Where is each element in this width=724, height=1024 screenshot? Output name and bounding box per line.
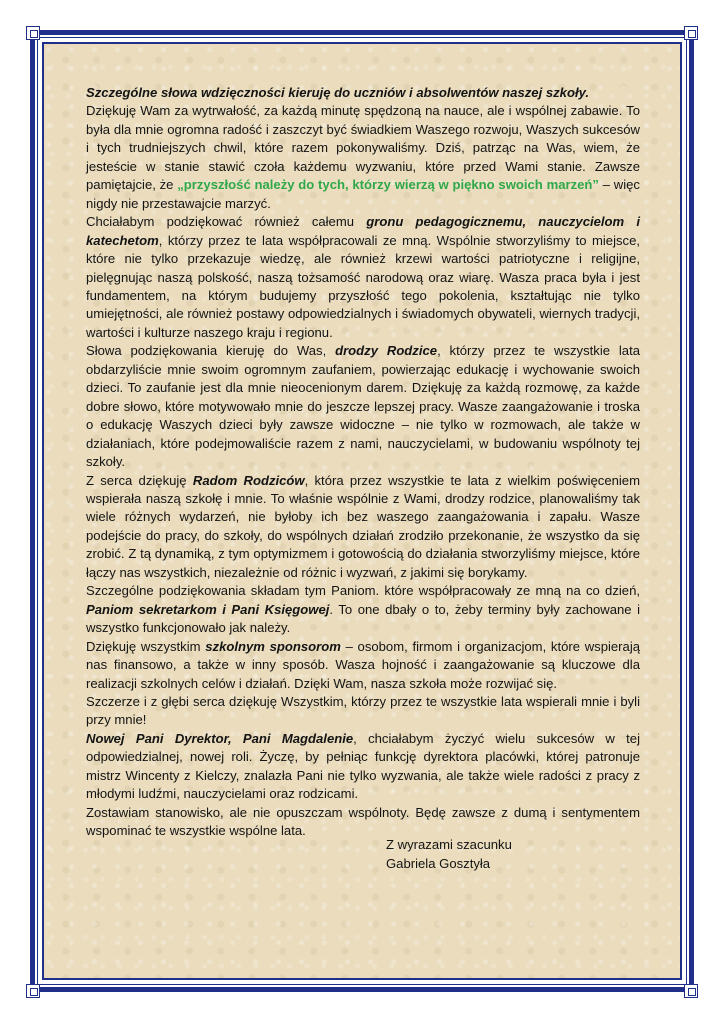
emphasis-staff: Paniom sekretarkom i Pani Księgowej (86, 601, 330, 617)
signature-block (386, 836, 636, 873)
paragraph-sponsors: Dziękuję wszystkim szkolnym sponsorom – osobom, firmom i organizacjom, które wspierają nas finansowo, a także w inny sposób. Wasza hojność i zaangażowanie są kluczowe dla realizacji szkolnych celów i działań. Dzięki Wam, nasza szkoła może rozwijać się. (86, 638, 641, 691)
emphasis-sponsors: szkolnym sponsorom (205, 638, 341, 654)
border-corner-ornament (26, 984, 40, 998)
paragraph-teachers: Chciałabym podziękować również całemu gronu pedagogicznemu, nauczycielom i katechetom, którzy przez te lata współpracowali ze mną. Wspólnie stworzyliśmy to miejsce, które nie tylko przekazuje wiedzę, ale również krzewi wartości patriotyczne i religijne, pielęgnując naszą polskość, naszą tożsamość narodową oraz wiarę. Wasza praca była i jest fundamentem, na którym budujemy przyszłość tego pokolenia, kształtując nie tylko umiejętności, ale również postawy odpowiedzialnych i świadomych obywateli, wiernych tradycji, wartości i kulturze naszego kraju i regionu. (86, 214, 641, 340)
signatory-name: Gabriela Gosztyła (386, 855, 491, 871)
paragraph-new-director: Nowej Pani Dyrektor, Pani Magdalenie, chciałabym życzyć wielu sukcesów w tej odpowiedzialnej, nowej roli. Życzę, by pełniąc funkcję dyrektora placówki, której patronuje mistrz Wincenty z Kielczy, znalazła Pani nie tylko wyzwania, ale także wiele radości z pracy z młodymi ludźmi, nauczycielami oraz rodzicami. (86, 730, 640, 802)
paragraph-farewell: Zostawiam stanowisko, ale nie opuszczam wspólnoty. Będę zawsze z dumą i sentymentem wspominać te wszystkie wspólne lata. (86, 804, 640, 839)
border-corner-ornament (26, 26, 40, 40)
paragraph-parents: Słowa podziękowania kieruję do Was, drodzy Rodzice, którzy przez te wszystkie lata obdarzyliście mnie swoim ogromnym zaufaniem, powierzając edukację i wychowanie swoich dzieci. To zaufanie jest dla mnie nieocenionym darem. Dziękuję za każdą rozmowę, za każde dobre słowo, które motywowało mnie do jeszcze lepszej pracy. Wasze zaangażowanie i troska o edukację Waszych dzieci były zawsze widoczne – nie tylko w rozmowach, ale także w działaniach, które podejmowaliście razem z nami, nauczycielami, w budowaniu wspólnoty tej szkoły. (86, 343, 640, 470)
highlighted-quote: „przyszłość należy do tych, którzy wierzą w piękno swoich marzeń” (177, 177, 599, 193)
paragraph-thanks-all: Szczerze i z głębi serca dziękuję Wszystkim, którzy przez te wszystkie lata wspierali mnie i byli przy mnie! (86, 693, 640, 728)
paragraph-staff: Szczególne podziękowania składam tym Paniom. które współpracowały ze mną na co dzień, Paniom sekretarkom i Pani Księgowej. To one dbały o to, żeby terminy były zachowane i wszystko funkcjonowało jak należy. (86, 583, 641, 636)
border-corner-ornament (684, 26, 698, 40)
paragraph-students: Dziękuję Wam za wytrwałość, za każdą minutę spędzoną na nauce, ale i wspólnej zabawie. To była dla mnie ogromna radość i zaszczyt być świadkiem Waszego rozwoju, Waszych sukcesów i tych trudniejszych chwil, które razem pokonywaliśmy. Dziś, patrząc na Was, wiem, że jesteście w stanie stawić czoła każdemu wyzwaniu, które przed Wami stanie. Zawsze pamiętajcie, że „przyszłość należy do tych, którzy wierzą w piękno swoich marzeń” – więc nigdy nie przestawajcie marzyć. (86, 103, 640, 211)
emphasis-parents: drodzy Rodzice (335, 343, 438, 359)
emphasis-new-director: Nowej Pani Dyrektor, Pani Magdalenie (86, 730, 354, 746)
emphasis-teachers: gronu pedagogicznemu, nauczycielom i katechetom (86, 214, 641, 248)
border-corner-ornament (684, 984, 698, 998)
paragraph-parents-council: Z serca dziękuję Radom Rodziców, która przez wszystkie te lata z wielkim poświęceniem wspierała naszą szkołę i mnie. To właśnie wspólnie z Wami, drodzy rodzice, planowaliśmy tak wiele różnych wydarzeń, nie byłoby ich bez waszego zaangażowania i zapału. Wasze podejście do pracy, do szkoły, do wspólnych działań zrodziło przekonanie, że wszystko da się zrobić. Z tą dynamiką, z tym optymizmem i gotowością do działania stworzyliśmy miejsce, które łączy nas wszystkich, niezależnie od różnic i wyzwań, z jakimi się borykamy. (86, 472, 640, 580)
letter-heading: Szczególne słowa wdzięczności kieruję do uczniów i absolwentów naszej szkoły. (86, 85, 590, 100)
emphasis-parents-council: Radom Rodziców (192, 472, 305, 488)
closing-line: Z wyrazami szacunku (386, 837, 512, 852)
letter-body (86, 84, 640, 841)
